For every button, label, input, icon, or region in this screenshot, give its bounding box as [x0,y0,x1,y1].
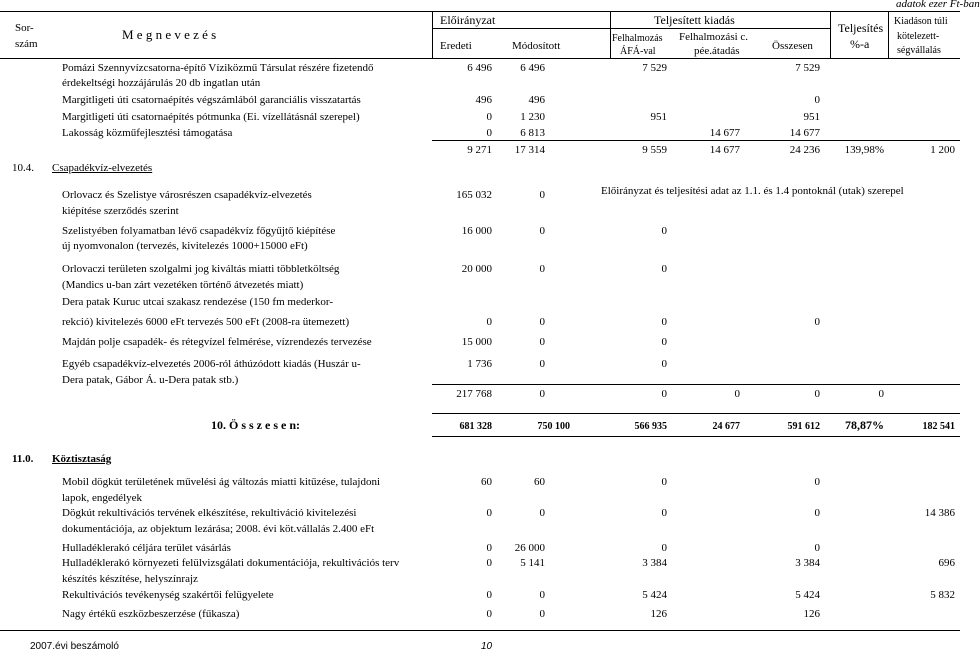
item-110-6-felh: 126 [650,608,667,620]
item-110-1-label-b: lapok, engedélyek [62,492,143,504]
item-110-3-mod: 26 000 [514,542,545,554]
item-104-3-mod: 0 [539,263,545,275]
row-4-pe: 14 677 [709,127,740,139]
header-vrule-1 [432,11,433,58]
item-104-5-eredeti: 15 000 [461,336,492,348]
item-110-4-ossz: 3 384 [795,557,820,569]
header-vrule-4 [888,11,889,58]
row-4-eredeti: 0 [486,127,492,139]
units-note: adatok ezer Ft-ban [896,0,980,10]
col-telj-1: Teljesítés [838,21,884,35]
item-104-2-eredeti: 16 000 [461,225,492,237]
item-110-2-label-a: Dögkút rekultivációs tervének elkészítése, rekultiváció kivitelezési [62,507,357,519]
row-1-ossz: 7 529 [795,62,820,74]
item-104-2-felh: 0 [661,225,667,237]
col-eloiranyzat: Előirányzat [440,13,496,27]
footer-page-number: 10 [481,641,493,652]
item-104-6-felh: 0 [661,358,667,370]
section-104-note: Előirányzat és teljesítési adat az 1.1. és 1.4 pontoknál (utak) szerepel [601,185,904,197]
col-felh-afa-1: Felhalmozás [612,33,663,44]
item-104-3-felh: 0 [661,263,667,275]
col-kiad-2: kötelezett- [897,31,940,42]
item-110-4-kiad: 696 [938,557,955,569]
sum-1-pct: 139,98% [844,144,884,156]
item-104-4-mod: 0 [539,316,545,328]
item-110-5-kiad: 5 832 [930,589,955,601]
item-110-4-label-a: Hulladéklerakó környezeti felülvizsgálati dokumentációja, rekultivációs terv [62,557,400,569]
total-10-pct: 78,87% [845,418,884,432]
row-2-mod: 496 [528,94,545,106]
item-110-3-eredeti: 0 [486,542,492,554]
row-2-label: Margitligeti úti csatornaépítés végszámlából garanciális visszatartás [62,94,361,106]
row-4-label: Lakosság közműfejlesztési támogatása [62,127,233,139]
item-104-2-label-a: Szelistyében folyamatban lévő csapadékvíz főgyűjtő kiépítése [62,225,336,237]
row-1-label-a: Pomázi Szennyvízcsatorna-építő Víziközmű Társulat részére fizetendő [62,62,374,74]
col-teljesitett: Teljesített kiadás [654,13,735,27]
item-110-5-ossz: 5 424 [795,589,820,601]
item-110-3-ossz: 0 [814,542,820,554]
item-104-4-label-b: rekció) kivitelezés 6000 eFt tervezés 500 eFt (2008-ra ütemezett) [62,316,350,328]
sum-1-rule [432,140,960,141]
sum-104-ossz: 0 [814,388,820,400]
sum-104-rule [432,384,960,385]
item-110-4-mod: 5 141 [520,557,545,569]
row-4-ossz: 14 677 [789,127,820,139]
total-10-felh: 566 935 [634,421,667,432]
total-10-mod: 750 100 [537,421,570,432]
col-felh-pe-1: Felhalmozási c. [679,31,749,43]
item-104-6-label-b: Dera patak, Gábor Á. u-Dera patak stb.) [62,374,239,386]
total-10-eredeti: 681 328 [459,421,492,432]
row-2-eredeti: 496 [475,94,492,106]
item-110-6-ossz: 126 [803,608,820,620]
col-sorszam-2: szám [15,38,38,50]
item-104-1-label-b: kiépítése szerződés szerint [62,205,179,217]
total-10-top-rule [432,413,960,414]
row-1-eredeti: 6 496 [467,62,492,74]
item-110-1-eredeti: 60 [481,476,492,488]
item-104-1-eredeti: 165 032 [456,189,492,201]
header-vrule-2 [610,11,611,58]
row-3-ossz: 951 [803,111,820,123]
row-2-ossz: 0 [814,94,820,106]
sum-1-mod: 17 314 [514,144,545,156]
sum-104-felh: 0 [661,388,667,400]
item-104-4-felh: 0 [661,316,667,328]
item-110-2-label-b: dokumentációja, az objektum lezárása; 2008. évi köt.vállalás 2.400 eFt [62,523,375,535]
sum-104-eredeti: 217 768 [456,388,492,400]
item-104-5-label: Majdán polje csapadék- és rétegvízel felmérése, vízrendezés tervezése [62,336,372,348]
row-3-label: Margitligeti úti csatornaépítés pótmunka (Ei. vízellátásnál szerepel) [62,111,360,123]
item-104-4-eredeti: 0 [486,316,492,328]
section-110-title: Köztisztaság [52,453,112,465]
sum-104-pe: 0 [734,388,740,400]
col-sorszam-1: Sor- [15,22,34,34]
header-sub-rule-2 [610,28,830,29]
item-104-5-felh: 0 [661,336,667,348]
header-vrule-3 [830,11,831,58]
row-1-felh: 7 529 [642,62,667,74]
sum-104-pct: 0 [878,388,884,400]
col-modositott: Módosított [512,40,561,52]
total-10-ossz: 591 612 [787,421,820,432]
section-104-title: Csapadékvíz-elvezetés [52,162,153,174]
item-104-3-label-b: (Mandics u-ban zárt vezetéken történő átvezetés miatt) [62,279,304,291]
header-top-rule [0,11,960,12]
item-110-6-label: Nagy értékű eszközbeszerzése (fűkasza) [62,608,240,620]
item-110-5-label: Rekultivációs tevékenység szakértői felügyelete [62,589,274,601]
total-10-kiad: 182 541 [922,421,955,432]
item-110-6-eredeti: 0 [486,608,492,620]
item-104-6-label-a: Egyéb csapadékvíz-elvezetés 2006-ról áthúzódott kiadás (Huszár u- [62,358,361,370]
item-104-2-mod: 0 [539,225,545,237]
item-110-5-felh: 5 424 [642,589,667,601]
sum-1-ossz: 24 236 [789,144,820,156]
item-110-3-felh: 0 [661,542,667,554]
item-110-2-eredeti: 0 [486,507,492,519]
item-104-6-eredeti: 1 736 [467,358,492,370]
col-osszesen: Összesen [772,40,813,52]
footer-rule [0,630,960,631]
item-104-3-eredeti: 20 000 [461,263,492,275]
row-3-felh: 951 [650,111,667,123]
item-110-1-ossz: 0 [814,476,820,488]
item-110-5-mod: 0 [539,589,545,601]
total-10-pe: 24 677 [712,421,740,432]
header-sub-rule-1 [432,28,610,29]
col-kiad-1: Kiadáson túli [894,16,948,27]
item-104-4-ossz: 0 [814,316,820,328]
col-felh-afa-2: ÁFÁ-val [620,46,656,57]
item-104-5-mod: 0 [539,336,545,348]
item-104-4-label-a: Dera patak Kuruc utcai szakasz rendezése (150 fm mederkor- [62,296,333,308]
col-megnevezes: M e g n e v e z é s [122,27,217,42]
item-104-2-label-b: új nyomvonalon (tervezés, kivitelezés 1000+15000 eFt) [62,240,308,252]
row-3-eredeti: 0 [486,111,492,123]
sum-1-pe: 14 677 [709,144,740,156]
item-110-2-ossz: 0 [814,507,820,519]
col-kiad-3: ségvállalás [897,45,941,56]
col-felh-pe-2: pée.átadás [694,45,740,57]
header-bottom-rule [0,58,960,59]
item-104-1-label-a: Orlovacz és Szelistye városrészen csapadékvíz-elvezetés [62,189,312,201]
row-1-mod: 6 496 [520,62,545,74]
item-110-4-felh: 3 384 [642,557,667,569]
item-110-6-mod: 0 [539,608,545,620]
item-104-6-mod: 0 [539,358,545,370]
item-110-2-felh: 0 [661,507,667,519]
total-10-bottom-rule [432,436,960,437]
footer-left: 2007.évi beszámoló [30,641,119,652]
item-110-3-label: Hulladéklerakó céljára terület vásárlás [62,542,231,554]
sum-104-mod: 0 [539,388,545,400]
total-10-label: 10. Ö s s z e s e n: [211,418,300,432]
col-eredeti: Eredeti [440,40,472,52]
item-110-1-label-a: Mobil dögkút területének művelési ág változás miatti kitűzése, tulajdoni [62,476,381,488]
row-3-mod: 1 230 [520,111,545,123]
item-110-4-label-b: készítés készítése, helyszínrajz [62,573,198,585]
sum-1-kiad: 1 200 [930,144,955,156]
row-4-mod: 6 813 [520,127,545,139]
item-104-1-mod: 0 [539,189,545,201]
item-110-1-mod: 60 [534,476,545,488]
sum-1-eredeti: 9 271 [467,144,492,156]
row-1-label-b: érdekeltségi hozzájárulás 20 db ingatlan után [62,77,261,89]
section-104-number: 10.4. [12,162,34,174]
sum-1-felh: 9 559 [642,144,667,156]
item-110-1-felh: 0 [661,476,667,488]
item-104-3-label-a: Orlovaczi területen szolgalmi jog kiváltás miatti többletköltség [62,263,340,275]
item-110-2-mod: 0 [539,507,545,519]
col-telj-2: %-a [850,37,870,51]
section-110-number: 11.0. [12,453,34,465]
item-110-4-eredeti: 0 [486,557,492,569]
item-110-2-kiad: 14 386 [924,507,955,519]
item-110-5-eredeti: 0 [486,589,492,601]
